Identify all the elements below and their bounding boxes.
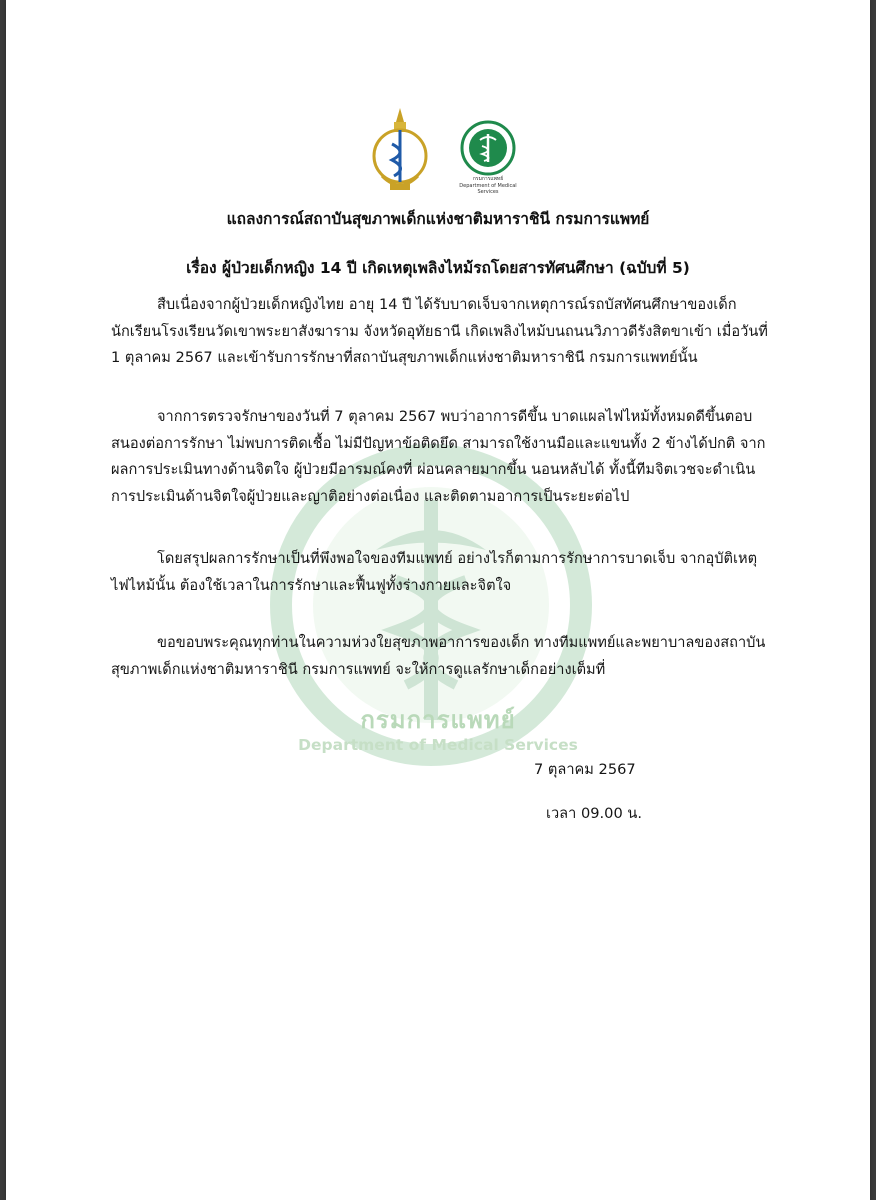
ministry-of-public-health-seal-icon: [456, 120, 520, 176]
header-logos: [6, 100, 870, 200]
statement-time: เวลา 09.00 น.: [546, 805, 642, 822]
paragraph-4-text: ขอขอบพระคุณทุกท่านในความห่วงใยสุขภาพอาการของเด็ก ทางทีมแพทย์และพยาบาลของสถาบันสุขภาพเด็กแห่งชาติมหาราชินี กรมการแพทย์ จะให้การดูแลรักษาเด็กอย่างเต็มที่: [111, 634, 766, 678]
paragraph-2: [111, 404, 771, 510]
statement-date: 7 ตุลาคม 2567: [534, 761, 636, 778]
seal-caption-th: กรมการแพทย์: [472, 176, 504, 182]
statement-subject: เรื่อง ผู้ป่วยเด็กหญิง 14 ปี เกิดเหตุเพลิงไหม้รถโดยสารทัศนศึกษา (ฉบับที่ 5): [186, 259, 690, 277]
paragraph-3-text: โดยสรุปผลการรักษาเป็นที่พึงพอใจของทีมแพทย์ อย่างไรก็ตามการรักษาการบาดเจ็บ จากอุบัติเหตุไฟไหม้นั้น ต้องใช้เวลาในการรักษาและฟื้นฟูทั้งร่างกายและจิตใจ: [111, 550, 758, 594]
watermark-text-en: Department of Medical Services: [298, 736, 578, 754]
watermark-text-th: กรมการแพทย์: [360, 706, 516, 734]
ministry-emblem-icon: [368, 104, 432, 196]
paragraph-3: [111, 546, 771, 599]
ministry-of-public-health-seal: [456, 120, 520, 195]
seal-caption-en: Department of Medical Services: [459, 183, 517, 195]
paragraph-1: [111, 292, 771, 372]
paragraph-2-text: จากการตรวจรักษาของวันที่ 7 ตุลาคม 2567 พบว่าอาการดีขึ้น บาดแผลไฟไหม้ทั้งหมดดีขึ้นตอบสนองต่อการรักษา ไม่พบการติดเชื้อ ไม่มีปัญหาข้อติดยึด สามารถใช้งานมือและแขนทั้ง 2 ข้างได้ปกติ จากผลการประเมินทางด้านจิตใจ ผู้ป่วยมีอารมณ์คงที่ ผ่อนคลายมากขึ้น นอนหลับได้ ทั้งนี้ทีมจิตเวชจะดำเนินการประเมินด้านจิตใจผู้ป่วยและญาติอย่างต่อเนื่อง และติดตามอาการเป็นระยะต่อไป: [111, 408, 766, 505]
statement-title: แถลงการณ์สถาบันสุขภาพเด็กแห่งชาติมหาราชินี กรมการแพทย์: [226, 210, 650, 228]
paragraph-1-text: สืบเนื่องจากผู้ป่วยเด็กหญิงไทย อายุ 14 ปี ได้รับบาดเจ็บจากเหตุการณ์รถบัสทัศนศึกษาของเด็กนักเรียนโรงเรียนวัดเขาพระยาสังฆาราม จังหวัดอุทัยธานี เกิดเพลิงไหม้บนถนนวิภาวดีรังสิตขาเข้า เมื่อวันที่ 1 ตุลาคม 2567 และเข้ารับการรักษาที่สถาบันสุขภาพเด็กแห่งชาติมหาราชินี กรมการแพทย์นั้น: [111, 296, 768, 366]
document-page: [6, 0, 870, 1200]
paragraph-4: [111, 630, 771, 683]
